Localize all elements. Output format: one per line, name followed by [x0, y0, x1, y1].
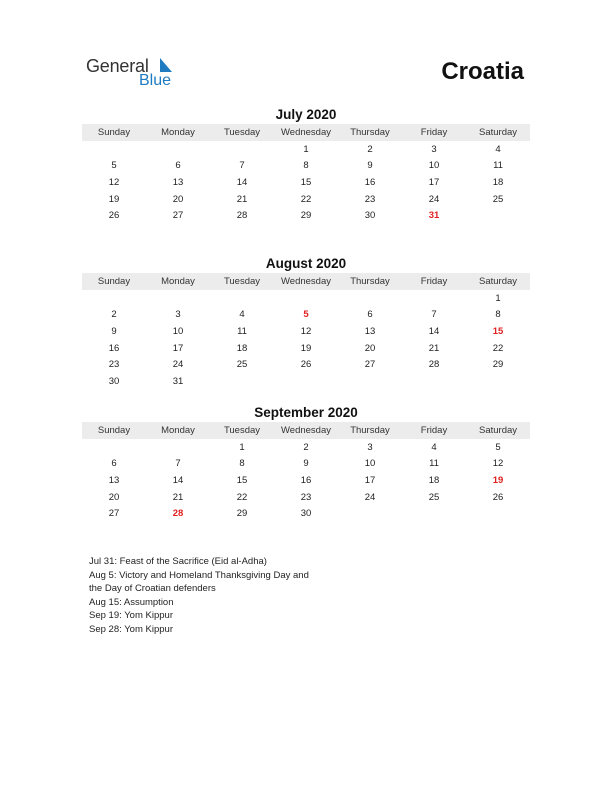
- day-cell: 15: [300, 176, 312, 188]
- day-cell: 21: [236, 193, 248, 205]
- day-cell: 15: [492, 325, 504, 337]
- week-row: [82, 489, 530, 506]
- day-cell: 7: [431, 309, 437, 321]
- day-cell: 15: [236, 474, 248, 486]
- day-cell: 11: [493, 160, 503, 172]
- week-rows: [82, 141, 530, 224]
- holiday-notes: [89, 555, 309, 637]
- weekday-friday: Friday: [420, 127, 448, 138]
- week-row: [82, 323, 530, 340]
- day-cell: 31: [172, 375, 184, 387]
- day-cell: 26: [300, 359, 312, 371]
- day-cell: 11: [429, 458, 439, 470]
- day-cell: 23: [364, 193, 376, 205]
- day-cell: 21: [172, 491, 184, 503]
- day-cell: 5: [303, 309, 309, 321]
- day-cell: 5: [111, 160, 117, 172]
- week-row: [82, 456, 530, 473]
- weekday-thursday: Thursday: [350, 127, 390, 138]
- day-cell: 16: [364, 176, 376, 188]
- day-cell: 24: [172, 359, 184, 371]
- day-cell: 12: [300, 325, 312, 337]
- day-cell: 7: [239, 160, 245, 172]
- week-row: [82, 307, 530, 324]
- day-cell: 18: [236, 342, 248, 354]
- day-cell: 1: [495, 292, 501, 304]
- holiday-note: the Day of Croatian defenders: [89, 583, 216, 595]
- weekday-tuesday: Tuesday: [223, 425, 261, 436]
- weekday-thursday: Thursday: [350, 425, 390, 436]
- day-cell: 12: [492, 458, 504, 470]
- day-cell: 18: [428, 474, 440, 486]
- week-row: [82, 207, 530, 224]
- country-title: Croatia: [441, 58, 524, 85]
- weekday-thursday: Thursday: [350, 276, 390, 287]
- day-cell: 5: [495, 441, 501, 453]
- weekday-tuesday: Tuesday: [223, 127, 261, 138]
- weekday-saturday: Saturday: [478, 425, 518, 436]
- day-cell: 16: [108, 342, 120, 354]
- day-cell: 6: [175, 160, 181, 172]
- month-title: July 2020: [275, 107, 337, 122]
- day-cell: 17: [428, 176, 440, 188]
- day-cell: 25: [236, 359, 248, 371]
- day-cell: 29: [236, 508, 248, 520]
- day-cell: 28: [172, 508, 184, 520]
- day-cell: 24: [364, 491, 376, 503]
- week-row: [82, 439, 530, 456]
- weekday-header: [82, 273, 530, 290]
- day-cell: 20: [108, 491, 120, 503]
- day-cell: 31: [428, 210, 440, 222]
- day-cell: 19: [108, 193, 120, 205]
- week-row: [82, 472, 530, 489]
- day-cell: 2: [303, 441, 309, 453]
- day-cell: 7: [175, 458, 181, 470]
- day-cell: 13: [172, 176, 184, 188]
- day-cell: 23: [108, 359, 120, 371]
- day-cell: 28: [236, 210, 248, 222]
- weekday-sunday: Sunday: [97, 276, 131, 287]
- day-cell: 9: [111, 325, 117, 337]
- day-cell: 30: [300, 508, 312, 520]
- day-cell: 27: [364, 359, 376, 371]
- weekday-monday: Monday: [161, 425, 195, 436]
- weekday-sunday: Sunday: [97, 127, 131, 138]
- holiday-note: Sep 19: Yom Kippur: [89, 610, 173, 622]
- day-cell: 2: [367, 143, 373, 155]
- holiday-note: Sep 28: Yom Kippur: [89, 623, 173, 635]
- weekday-monday: Monday: [161, 127, 195, 138]
- weekday-saturday: Saturday: [478, 127, 518, 138]
- day-cell: 3: [175, 309, 181, 321]
- month-title: September 2020: [254, 405, 358, 420]
- holiday-note: Jul 31: Feast of the Sacrifice (Eid al-Adha): [89, 556, 267, 567]
- weekday-friday: Friday: [420, 425, 448, 436]
- weekday-tuesday: Tuesday: [223, 276, 261, 287]
- day-cell: 10: [428, 160, 440, 172]
- day-cell: 27: [108, 508, 120, 520]
- day-cell: 26: [108, 210, 120, 222]
- weekday-wednesday: Wednesday: [281, 425, 331, 436]
- week-rows: [82, 290, 530, 390]
- day-cell: 29: [300, 210, 312, 222]
- day-cell: 8: [495, 309, 501, 321]
- week-row: [82, 373, 530, 390]
- day-cell: 30: [364, 210, 376, 222]
- day-cell: 19: [300, 342, 312, 354]
- week-row: [82, 174, 530, 191]
- day-cell: 17: [364, 474, 376, 486]
- day-cell: 23: [300, 491, 312, 503]
- month-september-2020: [82, 404, 530, 522]
- generalblue-logo: [86, 56, 186, 92]
- day-cell: 18: [492, 176, 504, 188]
- day-cell: 2: [111, 309, 117, 321]
- day-cell: 8: [239, 458, 245, 470]
- day-cell: 3: [431, 143, 437, 155]
- day-cell: 12: [108, 176, 120, 188]
- day-cell: 28: [428, 359, 440, 371]
- day-cell: 19: [492, 474, 504, 486]
- week-row: [82, 191, 530, 208]
- week-row: [82, 290, 530, 307]
- day-cell: 20: [172, 193, 184, 205]
- day-cell: 22: [300, 193, 312, 205]
- day-cell: 1: [303, 143, 309, 155]
- day-cell: 20: [364, 342, 376, 354]
- day-cell: 29: [492, 359, 504, 371]
- month-august-2020: [82, 255, 530, 390]
- day-cell: 3: [367, 441, 373, 453]
- holiday-note: Aug 5: Victory and Homeland Thanksgiving Day and: [89, 569, 309, 581]
- weekday-monday: Monday: [161, 276, 195, 287]
- day-cell: 9: [303, 458, 309, 470]
- day-cell: 10: [364, 458, 376, 470]
- week-row: [82, 141, 530, 158]
- day-cell: 4: [239, 309, 245, 321]
- day-cell: 14: [236, 176, 248, 188]
- day-cell: 30: [108, 375, 120, 387]
- day-cell: 6: [367, 309, 373, 321]
- logo-text-blue: Blue: [139, 72, 172, 89]
- weekday-header: [82, 422, 530, 439]
- day-cell: 14: [172, 474, 184, 486]
- day-cell: 21: [428, 342, 440, 354]
- day-cell: 1: [239, 441, 245, 453]
- week-row: [82, 340, 530, 357]
- logo-text-general: General: [86, 56, 149, 76]
- day-cell: 25: [428, 491, 440, 503]
- weekday-sunday: Sunday: [97, 425, 131, 436]
- day-cell: 13: [364, 325, 376, 337]
- week-row: [82, 158, 530, 175]
- day-cell: 16: [300, 474, 312, 486]
- holiday-note: Aug 15: Assumption: [89, 596, 174, 608]
- week-row: [82, 356, 530, 373]
- day-cell: 8: [303, 160, 309, 172]
- day-cell: 22: [492, 342, 504, 354]
- month-title: August 2020: [265, 256, 347, 271]
- day-cell: 22: [236, 491, 248, 503]
- weekday-wednesday: Wednesday: [281, 127, 331, 138]
- week-row: [82, 505, 530, 522]
- day-cell: 11: [237, 325, 247, 337]
- weekday-header: [82, 124, 530, 141]
- week-rows: [82, 439, 530, 522]
- month-july-2020: [82, 106, 530, 224]
- day-cell: 10: [172, 325, 184, 337]
- weekday-saturday: Saturday: [478, 276, 518, 287]
- day-cell: 17: [172, 342, 184, 354]
- day-cell: 4: [495, 143, 501, 155]
- day-cell: 26: [492, 491, 504, 503]
- day-cell: 14: [428, 325, 440, 337]
- day-cell: 27: [172, 210, 184, 222]
- day-cell: 24: [428, 193, 440, 205]
- day-cell: 9: [367, 160, 373, 172]
- day-cell: 13: [108, 474, 120, 486]
- weekday-wednesday: Wednesday: [281, 276, 331, 287]
- day-cell: 6: [111, 458, 117, 470]
- day-cell: 25: [492, 193, 504, 205]
- weekday-friday: Friday: [420, 276, 448, 287]
- day-cell: 4: [431, 441, 437, 453]
